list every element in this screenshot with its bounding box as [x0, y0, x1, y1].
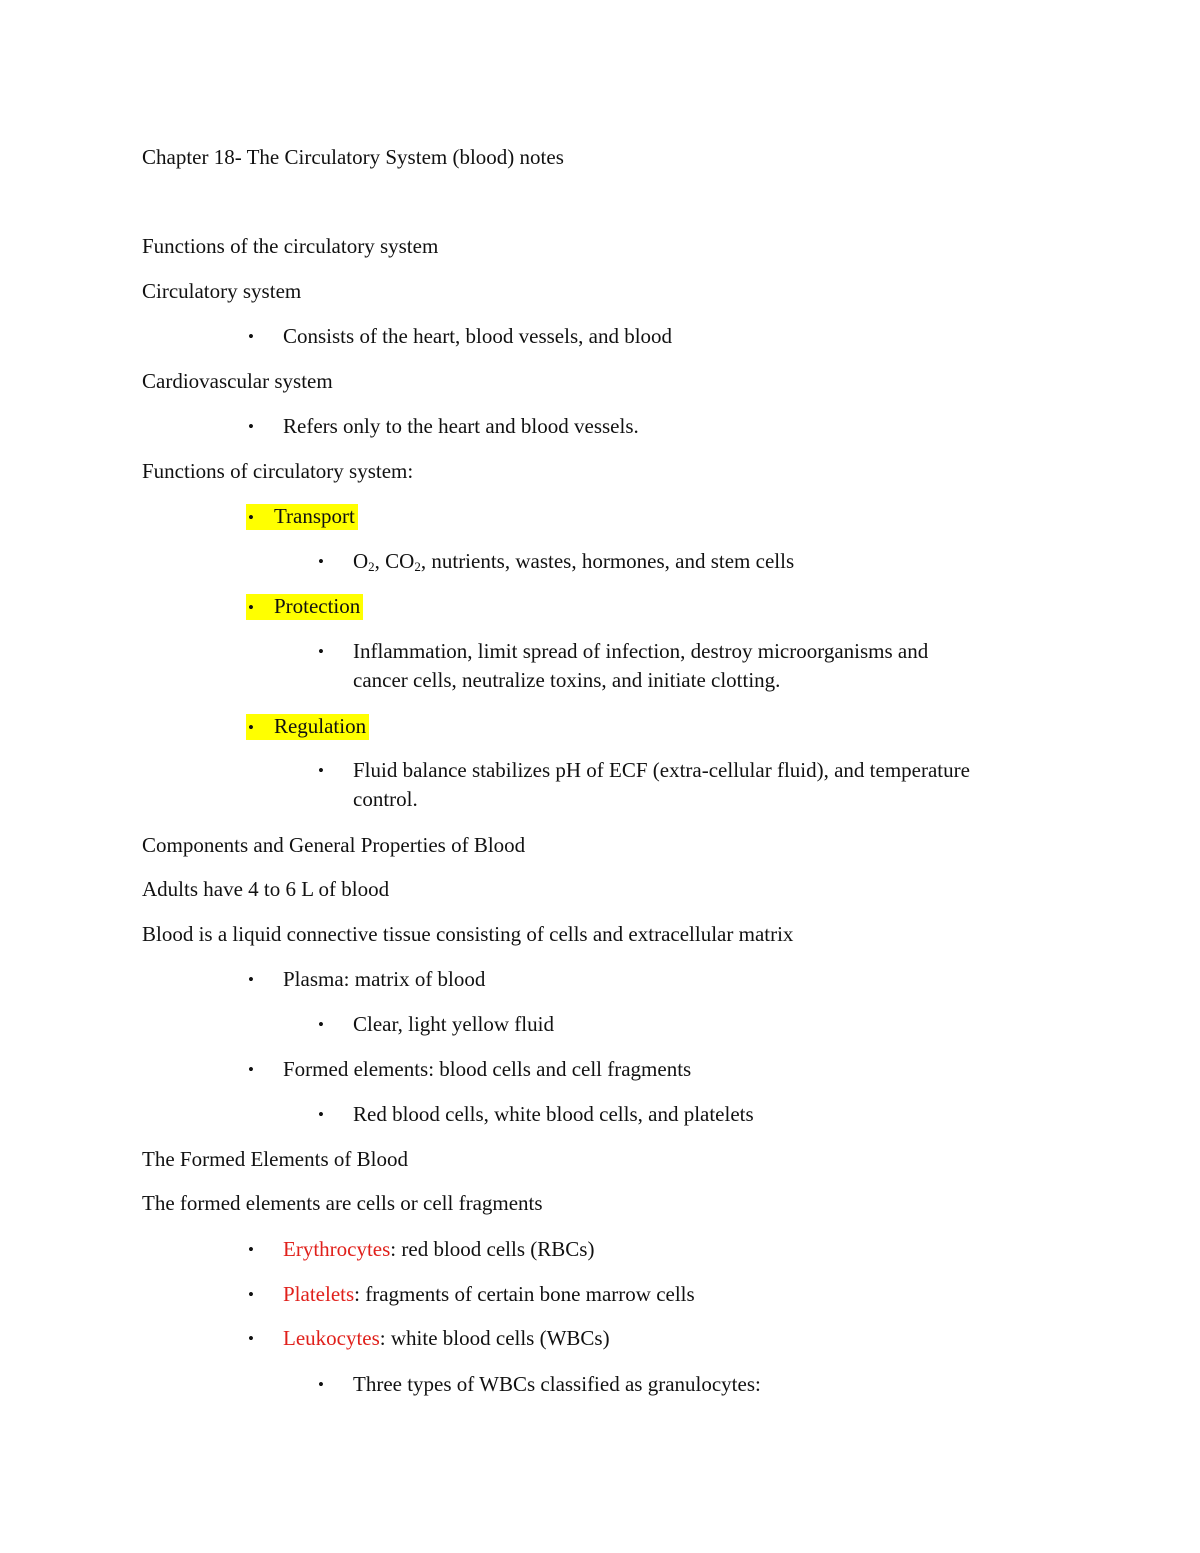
- subheading-cardiovascular-system: Cardiovascular system: [142, 369, 333, 393]
- list-item-regulation-line1: Fluid balance stabilizes pH of ECF (extra-cellular fluid), and temperature: [353, 758, 970, 782]
- highlighted-item-transport: [246, 504, 358, 530]
- list-item-plasma: Plasma: matrix of blood: [283, 967, 486, 991]
- paragraph-adults: Adults have 4 to 6 L of blood: [142, 877, 390, 901]
- bullet-icon: •: [318, 761, 324, 780]
- bullet-icon: •: [248, 508, 254, 527]
- list-item: Refers only to the heart and blood vessels.: [283, 414, 639, 438]
- bullet-icon: •: [318, 1105, 324, 1124]
- list-item-leukocytes: Leukocytes: white blood cells (WBCs): [283, 1326, 610, 1350]
- term-erythrocytes: Erythrocytes: [283, 1237, 391, 1261]
- bullet-icon: •: [248, 598, 254, 617]
- item-label: Transport: [273, 504, 355, 528]
- list-item-protection-line1: Inflammation, limit spread of infection, destroy microorganisms and: [353, 639, 929, 663]
- list-item-platelets: Platelets: fragments of certain bone marrow cells: [283, 1282, 695, 1306]
- list-item-formed-detail: Red blood cells, white blood cells, and platelets: [353, 1102, 754, 1126]
- term-platelets: Platelets: [283, 1282, 355, 1306]
- bullet-icon: •: [248, 1240, 254, 1259]
- section-heading-components: Components and General Properties of Blood: [142, 833, 526, 857]
- item-label: Regulation: [273, 714, 367, 738]
- highlighted-item-regulation: [246, 714, 369, 740]
- list-item-protection-line2: cancer cells, neutralize toxins, and initiate clotting.: [353, 668, 781, 692]
- list-item-transport-detail: $O_2$, $CO_2$, nutrients, wastes, hormones, and stem cells: [353, 549, 795, 574]
- section-heading-functions: Functions of the circulatory system: [142, 234, 439, 258]
- page-title: Chapter 18- The Circulatory System (blood) notes: [142, 145, 564, 169]
- bullet-icon: •: [248, 1329, 254, 1348]
- item-label: Protection: [273, 594, 361, 618]
- subheading-functions-list: Functions of circulatory system:: [142, 459, 414, 483]
- bullet-icon: •: [318, 1375, 324, 1394]
- term-leukocytes: Leukocytes: [283, 1326, 380, 1350]
- bullet-icon: •: [318, 552, 324, 571]
- section-heading-formed-elements: The Formed Elements of Blood: [142, 1147, 408, 1171]
- bullet-icon: •: [248, 970, 254, 989]
- bullet-icon: •: [248, 1285, 254, 1304]
- bullet-icon: •: [318, 642, 324, 661]
- bullet-icon: •: [248, 417, 254, 436]
- list-item-plasma-detail: Clear, light yellow fluid: [353, 1012, 554, 1036]
- bullet-icon: •: [248, 1060, 254, 1079]
- bullet-icon: •: [248, 718, 254, 737]
- bullet-icon: •: [248, 327, 254, 346]
- highlighted-item-protection: [246, 594, 363, 620]
- list-item: Consists of the heart, blood vessels, and blood: [283, 324, 673, 348]
- paragraph-formed-intro: The formed elements are cells or cell fragments: [142, 1191, 543, 1215]
- list-item-formed: Formed elements: blood cells and cell fragments: [283, 1057, 692, 1081]
- paragraph-blood-is: Blood is a liquid connective tissue consisting of cells and extracellular matrix: [142, 922, 794, 946]
- subheading-circulatory-system: Circulatory system: [142, 279, 302, 303]
- list-item-granulocytes: Three types of WBCs classified as granulocytes:: [353, 1372, 761, 1396]
- list-item-erythrocytes: Erythrocytes: red blood cells (RBCs): [283, 1237, 595, 1261]
- list-item-regulation-line2: control.: [353, 787, 418, 811]
- bullet-icon: •: [318, 1015, 324, 1034]
